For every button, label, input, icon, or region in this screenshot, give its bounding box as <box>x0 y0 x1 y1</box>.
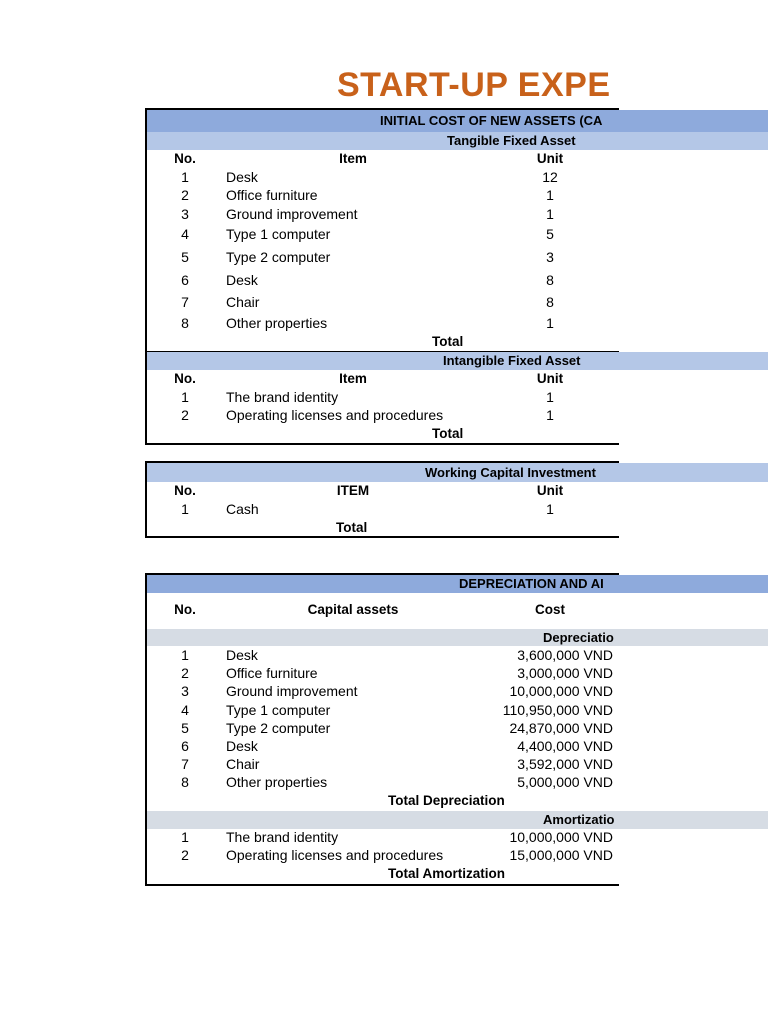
row-item: Chair <box>226 756 260 772</box>
row-unit: 1 <box>546 407 554 423</box>
row-no: 6 <box>181 738 189 754</box>
row-no: 1 <box>181 501 189 517</box>
row-item: Desk <box>226 169 258 185</box>
row-unit: 12 <box>542 169 558 185</box>
row-no: 5 <box>181 720 189 736</box>
row-no: 6 <box>181 272 189 288</box>
table-row <box>145 187 619 205</box>
row-item: Office furniture <box>226 665 318 681</box>
row-no: 1 <box>181 389 189 405</box>
col-no: No. <box>174 151 196 166</box>
row-cost: 110,950,000 VND <box>502 702 613 718</box>
dep-label-band <box>147 629 619 646</box>
row-cost: 10,000,000 VND <box>509 683 613 699</box>
row-no: 4 <box>181 226 189 242</box>
row-item: Other properties <box>226 774 328 790</box>
table-row <box>145 738 619 756</box>
table-row <box>145 756 619 774</box>
row-no: 2 <box>181 847 189 863</box>
tangible-total-label: Total <box>432 334 464 349</box>
row-item: Ground improvement <box>226 683 358 699</box>
dep-header-band <box>147 575 619 593</box>
table-row <box>145 389 619 407</box>
assets-header: INITIAL COST OF NEW ASSETS (CA <box>380 113 603 128</box>
row-no: 3 <box>181 206 189 222</box>
table-row <box>145 315 619 333</box>
row-no: 2 <box>181 665 189 681</box>
amort-label-band <box>147 811 619 829</box>
col-unit: Unit <box>536 151 564 166</box>
row-cost: 10,000,000 VND <box>509 829 613 845</box>
table-row <box>145 407 619 425</box>
row-item: The brand identity <box>226 389 339 405</box>
table-row <box>145 294 619 312</box>
amort-label-band-ext <box>619 811 768 829</box>
table-row <box>145 272 619 290</box>
intangible-label: Intangible Fixed Asset <box>443 353 581 368</box>
row-cost: 3,000,000 VND <box>517 665 613 681</box>
table-row <box>145 226 619 244</box>
dep-header-row <box>145 602 619 620</box>
row-no: 2 <box>181 187 189 203</box>
row-unit: 8 <box>546 294 554 310</box>
row-no: 3 <box>181 683 189 699</box>
row-no: 4 <box>181 702 189 718</box>
tangible-band <box>147 132 619 150</box>
row-no: 1 <box>181 169 189 185</box>
row-no: 5 <box>181 249 189 265</box>
dep-header: DEPRECIATION AND AI <box>459 576 604 591</box>
row-item: Desk <box>226 272 258 288</box>
row-cost: 3,600,000 VND <box>517 647 613 663</box>
row-cost: 15,000,000 VND <box>509 847 613 863</box>
dep-header-band-ext <box>619 575 768 593</box>
row-no: 7 <box>181 294 189 310</box>
row-unit: 3 <box>546 249 554 265</box>
row-item: Type 2 computer <box>226 720 331 736</box>
wc-header-row <box>145 483 619 501</box>
table-row <box>145 665 619 683</box>
page-title: START-UP EXPE <box>337 66 611 104</box>
table-row <box>145 249 619 267</box>
row-unit: 1 <box>546 501 554 517</box>
col-item: ITEM <box>336 483 370 498</box>
wc-band <box>147 463 619 482</box>
row-item: Type 2 computer <box>226 249 331 265</box>
row-item: Office furniture <box>226 187 318 203</box>
tangible-header-row <box>145 151 619 169</box>
row-unit: 1 <box>546 206 554 222</box>
working-capital-section <box>145 461 619 538</box>
row-cost: 24,870,000 VND <box>509 720 613 736</box>
table-row <box>145 206 619 224</box>
table-row <box>145 169 619 187</box>
col-unit: Unit <box>536 483 564 498</box>
row-no: 2 <box>181 407 189 423</box>
depreciation-section <box>145 573 619 886</box>
row-no: 1 <box>181 829 189 845</box>
table-row <box>145 501 619 519</box>
row-item: Type 1 computer <box>226 702 331 718</box>
row-item: Type 1 computer <box>226 226 331 242</box>
intangible-band-ext <box>619 352 768 370</box>
row-unit: 1 <box>546 187 554 203</box>
initial-cost-section <box>145 108 619 445</box>
row-no: 8 <box>181 774 189 790</box>
amortization-label: Amortizatio <box>543 812 615 827</box>
row-item: Chair <box>226 294 260 310</box>
row-unit: 1 <box>546 315 554 331</box>
col-no: No. <box>174 371 196 386</box>
intangible-total-label: Total <box>432 426 464 441</box>
row-item: Other properties <box>226 315 328 331</box>
col-item: Item <box>339 151 367 166</box>
bottom-border <box>145 884 619 886</box>
assets-header-band <box>147 110 619 132</box>
table-row <box>145 774 619 792</box>
table-row <box>145 720 619 738</box>
table-row <box>145 847 619 865</box>
wc-label: Working Capital Investment <box>425 465 596 480</box>
wc-band-ext <box>619 463 768 482</box>
total-amortization-label: Total Amortization <box>388 866 505 881</box>
wc-total-label: Total <box>336 520 368 535</box>
row-item: Operating licenses and procedures <box>226 847 444 863</box>
dep-label-band-ext <box>619 629 768 646</box>
table-row <box>145 683 619 701</box>
row-item: Desk <box>226 738 258 754</box>
row-unit: 1 <box>546 389 554 405</box>
row-item: Operating licenses and procedures <box>226 407 444 423</box>
col-item: Item <box>339 371 367 386</box>
intangible-header-row <box>145 371 619 389</box>
header-band-ext <box>619 110 768 132</box>
table-row <box>145 829 619 847</box>
row-unit: 8 <box>546 272 554 288</box>
row-no: 8 <box>181 315 189 331</box>
bottom-border <box>145 536 619 538</box>
row-item: Cash <box>226 501 259 517</box>
row-cost: 4,400,000 VND <box>517 738 613 754</box>
row-item: Desk <box>226 647 258 663</box>
row-unit: 5 <box>546 226 554 242</box>
total-depreciation-label: Total Depreciation <box>388 793 505 808</box>
col-cost: Cost <box>535 602 565 617</box>
tangible-label: Tangible Fixed Asset <box>447 133 576 148</box>
table-row <box>145 702 619 720</box>
bottom-border <box>145 443 619 445</box>
row-no: 1 <box>181 647 189 663</box>
row-cost: 5,000,000 VND <box>517 774 613 790</box>
row-no: 7 <box>181 756 189 772</box>
intangible-band <box>147 352 619 370</box>
table-row <box>145 647 619 665</box>
row-cost: 3,592,000 VND <box>517 756 613 772</box>
col-no: No. <box>174 602 196 617</box>
tangible-band-ext <box>619 132 768 150</box>
row-item: The brand identity <box>226 829 339 845</box>
col-no: No. <box>174 483 196 498</box>
row-item: Ground improvement <box>226 206 358 222</box>
col-capital-assets: Capital assets <box>307 602 399 617</box>
col-unit: Unit <box>536 371 564 386</box>
depreciation-label: Depreciatio <box>543 630 614 645</box>
